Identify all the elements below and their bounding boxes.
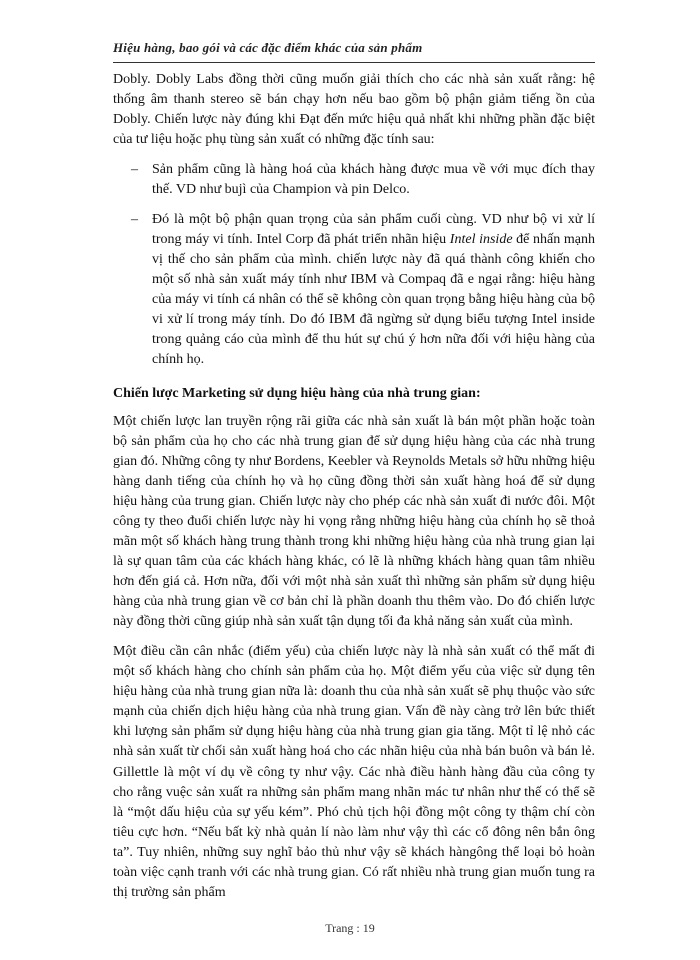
bullet-text-2-start: Đó là một bộ phận quan trọng của sản phẩm cuối cùng. VD như bộ vi xử lí trong máy vi tính. Intel Corp đã phát triển nhãn hiệu	[152, 212, 595, 248]
page-body	[113, 70, 595, 913]
paragraph-weaknesses: Một điều cần cân nhắc (điểm yếu) của chiến lược này là nhà sản xuất có thể mất đi một số khách hàng cho chính sản phẩm của họ. Một điểm yếu của việc sử dụng tên hiệu hàng của nhà trung gian nữa là: doanh thu của nhà sản xuất sẽ phụ thuộc vào sức mạnh của chiến dịch hiệu hàng của nhà trung gian. Vấn đề này càng trở lên bức thiết khi lượng sản phẩm sử dụng hiệu hàng của nhà trung gian gia tăng. Một tỉ lệ nhỏ các nhà sản xuất từ chối sản xuất hàng hoá cho các nhãn hiệu của nhà bán buôn và bán lẻ. Gillettle là một ví dụ về công ty như vậy. Các nhà điều hành hàng đầu của công ty cho rằng vuệc sản xuất ra những sản phẩm mang nhãn mác tư nhân như thế có thể sẽ là “một dấu hiệu của sự yếu kém”. Phó chủ tịch hội đồng một công ty thậm chí còn tiêu cực hơn. “Nếu bất kỳ nhà quản lí nào làm như vậy thì các cổ đông nên bắn ông ta”. Tuy nhiên, những suy nghĩ bảo thủ như vậy sẽ khách hàngông thể loại bỏ hoàn toàn việc cạnh tranh với các nhà trung gian. Có rất nhiều nhà trung gian muốn tung ra thị trường sản phẩm	[113, 644, 595, 900]
intel-inside-emphasis: Intel inside	[449, 232, 513, 248]
running-header: Hiệu hàng, bao gói và các đặc điểm khác của sản phẩm	[113, 40, 423, 55]
bullet-text-1: Sản phẩm cũng là hàng hoá của khách hàng được mua về với mục đích thay thế. VD như bujì của Champion và pin Delco.	[152, 162, 595, 198]
bullet-text-2-end: để nhấn mạnh vị thế cho sản phẩm của mình. chiến lược này đã quá thành công khiến cho một số nhà sản xuất máy tính như IBM và Compaq đã e ngại rằng: hiệu hàng của máy vi tính cá nhân có thể sẽ không còn quan trọng bằng hiệu hàng của bộ vi xử lí trong máy tính. Do đó IBM đã ngừng sử dụng biểu tượng Intel inside trong quảng cáo của mình để thu hút sự chú ý hơn nữa đối với hiệu hàng của chính họ.	[152, 232, 595, 368]
page-number: Trang : 19	[325, 921, 375, 935]
bullet-item-2	[113, 210, 595, 380]
paragraph-middlemen-strategy: Một chiến lược lan truyền rộng rãi giữa các nhà sản xuất là bán một phần hoặc toàn bộ sản phẩm của họ cho các nhà trung gian để sử dụng hiệu hàng của các nhà trung gian đó. Những công ty như Bordens, Keebler và Reynolds Metals sở hữu những hiệu hàng danh tiếng của chính họ và họ cũng đồng thời sản xuất hàng hoá để sử dụng hiệu hàng của trung gian. Chiến lược này cho phép các nhà sản xuất đi nước đôi. Một công ty theo đuổi chiến lược này hi vọng rằng những hiệu hàng của chính họ sẽ thoả mãn một số khách hàng trung thành trong khi những hiệu hàng của nhà trung gian lại là sự quan tâm của các khách hàng khác, có lẽ là những khách hàng quan tâm nhiều hơn đến giá cả. Hơn nữa, đối với một nhà sản xuất thì những sản phẩm sử dụng hiệu hàng của nhà trung gian về cơ bản chỉ là phần doanh thu thêm vào. Do đó chiến lược này đồng thời cũng giúp nhà sản xuất tận dụng tối đa khả năng sản xuất của mình.	[113, 414, 595, 630]
section-heading: Chiến lược Marketing sử dụng hiệu hàng của nhà trung gian:	[113, 386, 481, 402]
dash-bullet-icon: –	[131, 162, 138, 178]
bullet-item-1	[113, 160, 595, 210]
paragraph-dobly: Dobly. Dobly Labs đồng thời cũng muốn giải thích cho các nhà sản xuất rằng: hệ thống âm thanh stereo sẽ bán chạy hơn nếu bao gồm bộ phận giảm tiếng ồn của Dobly. Chiến lược này đúng khi Đạt đến mức hiệu quả nhất khi những phần đặc biệt của tư liệu hoặc phụ tùng sản xuất có những đặc tính sau:	[113, 72, 595, 148]
bullet-text-2	[152, 210, 595, 370]
header-rule	[113, 62, 595, 63]
dash-bullet-icon: –	[131, 212, 138, 228]
